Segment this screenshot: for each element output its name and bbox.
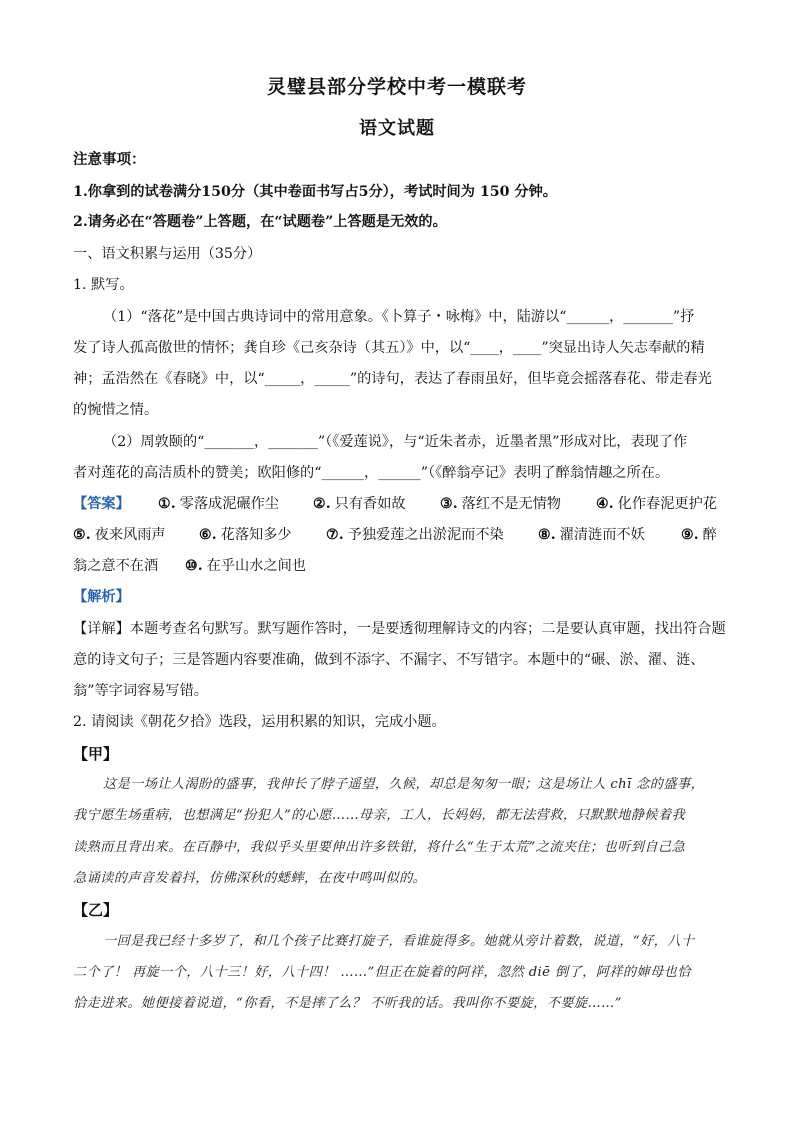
q1-para2-line2: 者对莲花的高洁质朴的赞美；欧阳修的“______，______”（《醉翁亭记》表明了醉翁情趣之所在。: [73, 465, 670, 481]
answer-item: ③. 落红不是无情物: [440, 496, 561, 512]
yi-line-3: 恰走进来。她便接着说道，“你看，不是摔了么？ 不听我的话。我叫你不要旋，不要旋……”: [73, 996, 622, 1011]
passage-yi-label: 【乙】: [73, 901, 119, 919]
answer-label: 【答案】: [73, 496, 130, 512]
answer-item: ⑧. 濯清涟而不妖: [538, 527, 645, 543]
answer-item: ⑥. 花落知多少: [199, 527, 292, 543]
exam-subtitle: 语文试题: [359, 118, 435, 139]
jia-line-4: 急诵读的声音发着抖，仿佛深秋的蟋蟀，在夜中鸣叫似的。: [73, 871, 427, 886]
answer-item: ①. 零落成泥碾作尘: [158, 496, 279, 512]
passage-jia-label: 【甲】: [73, 745, 119, 763]
q1-para1-line4: 的惋惜之情。: [73, 402, 159, 418]
jia-line-1: 这是一场让人渴盼的盛事，我伸长了脖子遥望，久候，却总是匆匆一眼；这是场让人 chī 念的盛事，: [103, 777, 705, 792]
section-heading: 一、语文积累与运用（35分）: [73, 246, 262, 262]
exam-title: 灵璧县部分学校中考一模联考: [266, 76, 527, 98]
q1-para1-line1: （1）“落花”是中国古典诗词中的常用意象。《卜算子・咏梅》中，陆游以“______，_______”抒: [103, 309, 695, 325]
answer-item: ⑦. 予独爱莲之出淤泥而不染: [326, 527, 504, 543]
q1-para2-line1: （2）周敦颐的“_______，_______”（《爱莲说》，与“近朱者赤，近墨者黑”形成对比，表现了作: [103, 434, 688, 450]
answer-item: ②. 只有香如故: [313, 496, 406, 512]
answer-item: ④. 化作春泥更护花: [596, 496, 717, 512]
notice-item-2: 2.请务必在“答题卷”上答题，在“试题卷”上答题是无效的。: [73, 214, 447, 230]
analysis-label: 【解析】: [73, 589, 130, 605]
yi-line-1: 一回是我已经十多岁了，和几个孩子比赛打旋子，看谁旋得多。她就从旁计着数，说道，“好，八十: [103, 934, 695, 949]
answer-item: 翁之意不在酒: [73, 558, 159, 574]
notice-heading: 注意事项：: [73, 151, 146, 168]
answer-item: ⑤. 夜来风雨声: [73, 527, 166, 543]
detail-line-2: 意的诗文句子；三是答题内容要准确，做到不添字、不漏字、不写错字。本题中的“碾、淤、濯、涟、: [73, 652, 705, 668]
detail-line-1: 【详解】本题考查名句默写。默写题作答时，一是要透彻理解诗文的内容；二是要认真审题，找出符合题: [73, 621, 726, 637]
jia-line-2: 我宁愿生场重病，也想满足“扮犯人”的心愿……母亲，工人，长妈妈，都无法营救，只默默地静候着我: [73, 808, 686, 823]
detail-line-3: 翁”等字词容易写错。: [73, 683, 208, 699]
answer-item: ⑨. 醉: [681, 527, 717, 543]
question-1-label: 1. 默写。: [73, 277, 134, 293]
question-2-label: 2. 请阅读《朝花夕拾》选段，运用积累的知识，完成小题。: [73, 714, 446, 730]
q1-para1-line3: 神；孟浩然在《春晓》中，以“_____，_____”的诗句，表达了春雨虽好，但毕竟会摇落春花、带走春光: [73, 371, 712, 387]
q1-para1-line2: 发了诗人孤高傲世的情怀；龚自珍《己亥杂诗（其五）》中，以“____，____”突显出诗人矢志奉献的精: [73, 340, 705, 356]
notice-item-1: 1.你拿到的试卷满分150分（其中卷面书写占5分），考试时间为 150 分钟。: [73, 184, 557, 200]
jia-line-3: 读熟而且背出来。在百静中，我似乎头里要伸出许多铁钳，将什么“生于太荒”之流夹住；也听到自己急: [73, 840, 686, 855]
yi-line-2: 二个了！ 再旋一个，八十三！好，八十四！ ……”但正在旋着的阿祥，忽然 diē 倒了，阿祥的婶母也恰: [73, 965, 691, 980]
answer-item: ⑩. 在乎山水之间也: [185, 558, 306, 574]
